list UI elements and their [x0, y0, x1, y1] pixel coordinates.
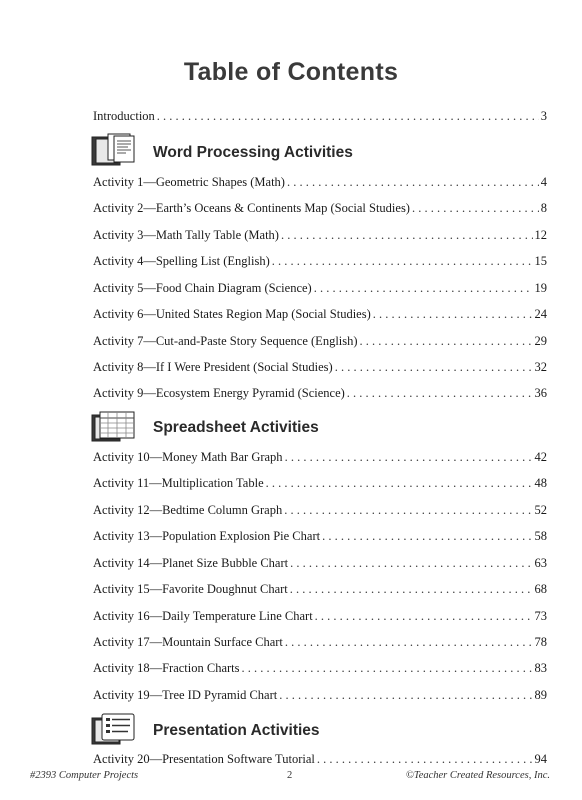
- dot-leader: [272, 253, 533, 269]
- footer-publisher: ©Teacher Created Resources, Inc.: [405, 770, 550, 781]
- section-heading-word-processing: Word Processing Activities: [153, 144, 353, 161]
- dot-leader: [373, 306, 533, 322]
- toc-entry-label: Activity 3—Math Tally Table (Math): [93, 228, 279, 242]
- toc-entry-page: 42: [534, 450, 547, 464]
- toc-entry-page: 24: [534, 307, 547, 321]
- toc-entry-page: 83: [534, 661, 547, 675]
- toc-entry-label: Activity 7—Cut-and-Paste Story Sequence (English): [93, 334, 358, 348]
- toc-entry-label: Activity 1—Geometric Shapes (Math): [93, 175, 285, 189]
- toc-entry-page: 63: [534, 556, 547, 570]
- toc-entry-page: 73: [534, 609, 547, 623]
- toc-entry-label: Activity 12—Bedtime Column Graph: [93, 503, 283, 517]
- toc-entry-label: Activity 13—Population Explosion Pie Chart: [93, 529, 321, 543]
- toc-entry: [93, 200, 547, 216]
- toc-entry-page: 3: [540, 109, 547, 123]
- dot-leader: [281, 227, 533, 243]
- dot-leader: [347, 385, 533, 401]
- dot-leader: [314, 280, 533, 296]
- toc-entry-page: 15: [534, 254, 547, 268]
- toc-entry-label: Activity 14—Planet Size Bubble Chart: [93, 556, 289, 570]
- toc-entry-label: Activity 16—Daily Temperature Line Chart: [93, 609, 313, 623]
- toc-entry: [93, 359, 547, 375]
- dot-leader: [285, 449, 533, 465]
- dot-leader: [157, 108, 539, 124]
- spreadsheet-pages-icon: [90, 409, 138, 443]
- toc-entry-label: Activity 2—Earth’s Oceans & Continents Map (Social Studies): [93, 201, 410, 215]
- dot-leader: [242, 660, 533, 676]
- toc-entry: [93, 253, 547, 269]
- footer-book-code: #2393 Computer Projects: [30, 770, 139, 781]
- toc-entry: [93, 174, 547, 190]
- toc-entry-label: Activity 18—Fraction Charts: [93, 661, 240, 675]
- toc-entry: [93, 634, 547, 650]
- dot-leader: [266, 475, 533, 491]
- toc-entry-label: Activity 9—Ecosystem Energy Pyramid (Science): [93, 386, 345, 400]
- dot-leader: [317, 751, 533, 767]
- dot-leader: [290, 555, 532, 571]
- toc-entry-page: 78: [534, 635, 547, 649]
- presentation-slides-icon: [90, 712, 138, 746]
- footer-page-number: 2: [287, 770, 293, 781]
- toc-entry: [93, 555, 547, 571]
- toc-entry-introduction: [93, 108, 547, 124]
- toc-entry: [93, 475, 547, 491]
- toc-entry-label: Activity 10—Money Math Bar Graph: [93, 450, 283, 464]
- toc-entry-label: Activity 19—Tree ID Pyramid Chart: [93, 688, 278, 702]
- document-pages-icon: [90, 133, 138, 167]
- dot-leader: [335, 359, 533, 375]
- dot-leader: [287, 174, 539, 190]
- toc-entry-page: 52: [534, 503, 547, 517]
- toc-entry: [93, 385, 547, 401]
- toc-entry: [93, 333, 547, 349]
- page-title: Table of Contents: [183, 58, 399, 86]
- toc-entry-page: 94: [534, 752, 547, 766]
- toc-entry-label: Activity 6—United States Region Map (Social Studies): [93, 307, 371, 321]
- section-heading-spreadsheet: Spreadsheet Activities: [153, 419, 319, 436]
- toc-entry-label: Activity 15—Favorite Doughnut Chart: [93, 582, 288, 596]
- toc-entry: [93, 306, 547, 322]
- dot-leader: [285, 634, 533, 650]
- toc-entry: [93, 751, 547, 767]
- toc-entry: [93, 660, 547, 676]
- toc-entry-label: Activity 8—If I Were President (Social Studies): [93, 360, 333, 374]
- dot-leader: [360, 333, 533, 349]
- toc-entry: [93, 227, 547, 243]
- toc-entry: [93, 449, 547, 465]
- toc-entry-page: 89: [534, 688, 547, 702]
- toc-entry: [93, 608, 547, 624]
- toc-entry: [93, 528, 547, 544]
- toc-entry-page: 8: [540, 201, 547, 215]
- toc-entry-label: Activity 5—Food Chain Diagram (Science): [93, 281, 312, 295]
- toc-entry-page: 4: [540, 175, 547, 189]
- dot-leader: [412, 200, 539, 216]
- toc-entry-page: 12: [534, 228, 547, 242]
- toc-entry-label: Activity 4—Spelling List (English): [93, 254, 270, 268]
- dot-leader: [279, 687, 532, 703]
- toc-entry: [93, 280, 547, 296]
- toc-entry-label: Activity 20—Presentation Software Tutorial: [93, 752, 315, 766]
- toc-entry-page: 48: [534, 476, 547, 490]
- section-heading-presentation: Presentation Activities: [153, 722, 320, 739]
- toc-entry-page: 68: [534, 582, 547, 596]
- toc-entry-page: 19: [534, 281, 547, 295]
- toc-entry-label: Activity 17—Mountain Surface Chart: [93, 635, 283, 649]
- toc-entry-page: 29: [534, 334, 547, 348]
- dot-leader: [290, 581, 533, 597]
- toc-entry: [93, 581, 547, 597]
- toc-entry-label: Activity 11—Multiplication Table: [93, 476, 264, 490]
- toc-entry: [93, 502, 547, 518]
- dot-leader: [322, 528, 532, 544]
- toc-entry-page: 58: [534, 529, 547, 543]
- dot-leader: [284, 502, 532, 518]
- toc-entry-page: 36: [534, 386, 547, 400]
- toc-entry-label: Introduction: [93, 109, 155, 123]
- toc-entry-page: 32: [534, 360, 547, 374]
- toc-entry: [93, 687, 547, 703]
- dot-leader: [315, 608, 533, 624]
